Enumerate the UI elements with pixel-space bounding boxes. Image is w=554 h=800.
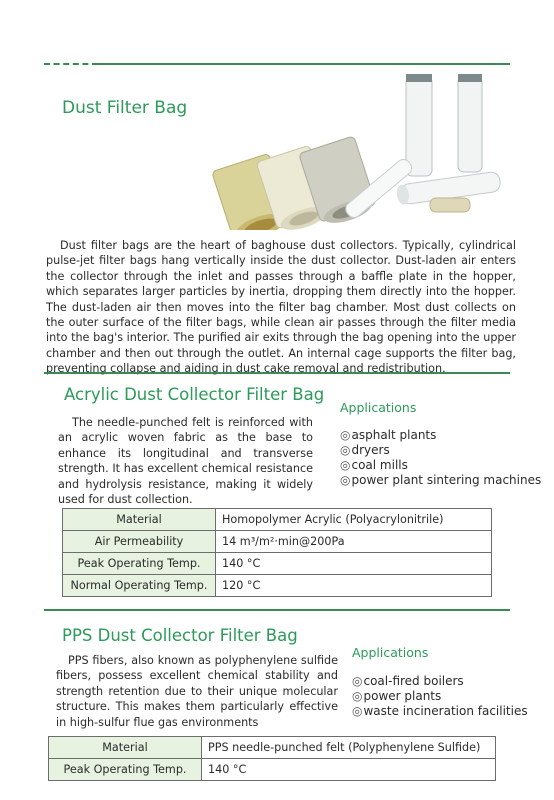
filter-bags-photo [210,70,540,230]
list-item: ◎ power plants [352,689,528,704]
table-row [63,509,492,531]
list-item: ◎ asphalt plants [340,428,541,443]
table-cell-value: 140 °C [216,553,492,575]
pps-description: PPS fibers, also known as polyphenylene sulfide fibers, possess excellent chemical stability and strength retention due to their unique molecular structure. This makes them particularly effective in high-sulfur flue gas environments [56,654,338,729]
section-title-acrylic: Acrylic Dust Collector Filter Bag [64,385,325,404]
list-item: ◎ coal mills [340,458,541,473]
table-cell-label: Material [49,737,202,759]
acrylic-spec-table [62,508,492,597]
table-row [63,553,492,575]
pps-applications-heading: Applications [352,645,429,660]
pps-applications-list [352,674,528,719]
acrylic-description: The needle-punched felt is reinforced with an acrylic woven fabric as the base to enhance its longitudinal and transverse strength. It has excellent chemical resistance and hydrolysis resistance, making it widely used for dust collection. [58,416,313,507]
table-cell-value: PPS needle-punched felt (Polyphenylene Sulfide) [202,737,496,759]
list-item: ◎ dryers [340,443,541,458]
table-row [49,737,496,759]
list-item: ◎ coal-fired boilers [352,674,528,689]
table-row [63,575,492,597]
table-cell-label: Air Permeability [63,531,216,553]
acrylic-applications-heading: Applications [340,400,417,415]
section-title-dust-filter-bag: Dust Filter Bag [62,98,188,118]
top-divider [98,63,510,65]
table-cell-label: Material [63,509,216,531]
table-row [49,759,496,781]
table-cell-label: Peak Operating Temp. [49,759,202,781]
divider-2 [44,372,510,374]
table-cell-value: 120 °C [216,575,492,597]
table-cell-value: 14 m³/m²·min@200Pa [216,531,492,553]
top-dashed-rule [44,63,98,65]
pps-spec-table [48,736,496,781]
list-item: ◎ power plant sintering machines [340,473,541,488]
divider-3 [44,609,510,611]
dust-filter-bag-description: Dust filter bags are the heart of baghouse dust collectors. Typically, cylindrical pulse-jet filter bags hang vertically inside the dust collector. Dust-laden air enters the collector through the inlet and passes through a baffle plate in the hopper, which separates larger particles by inertia, dropping them directly into the hopper. The dust-laden air then moves into the filter bag chamber. Most dust collects on the outer surface of the filter bags, while clean air passes through the filter media into the bag's interior. The purified air exits through the bag opening into the upper chamber and then out through the outlet. An internal cage supports the filter bag, preventing collapse and aiding in dust cake removal and redistribution. [46,239,516,376]
table-cell-value: Homopolymer Acrylic (Polyacrylonitrile) [216,509,492,531]
table-cell-label: Peak Operating Temp. [63,553,216,575]
table-row [63,531,492,553]
table-cell-label: Normal Operating Temp. [63,575,216,597]
list-item: ◎ waste incineration facilities [352,704,528,719]
table-cell-value: 140 °C [202,759,496,781]
section-title-pps: PPS Dust Collector Filter Bag [62,626,298,645]
acrylic-applications-list [340,428,541,488]
